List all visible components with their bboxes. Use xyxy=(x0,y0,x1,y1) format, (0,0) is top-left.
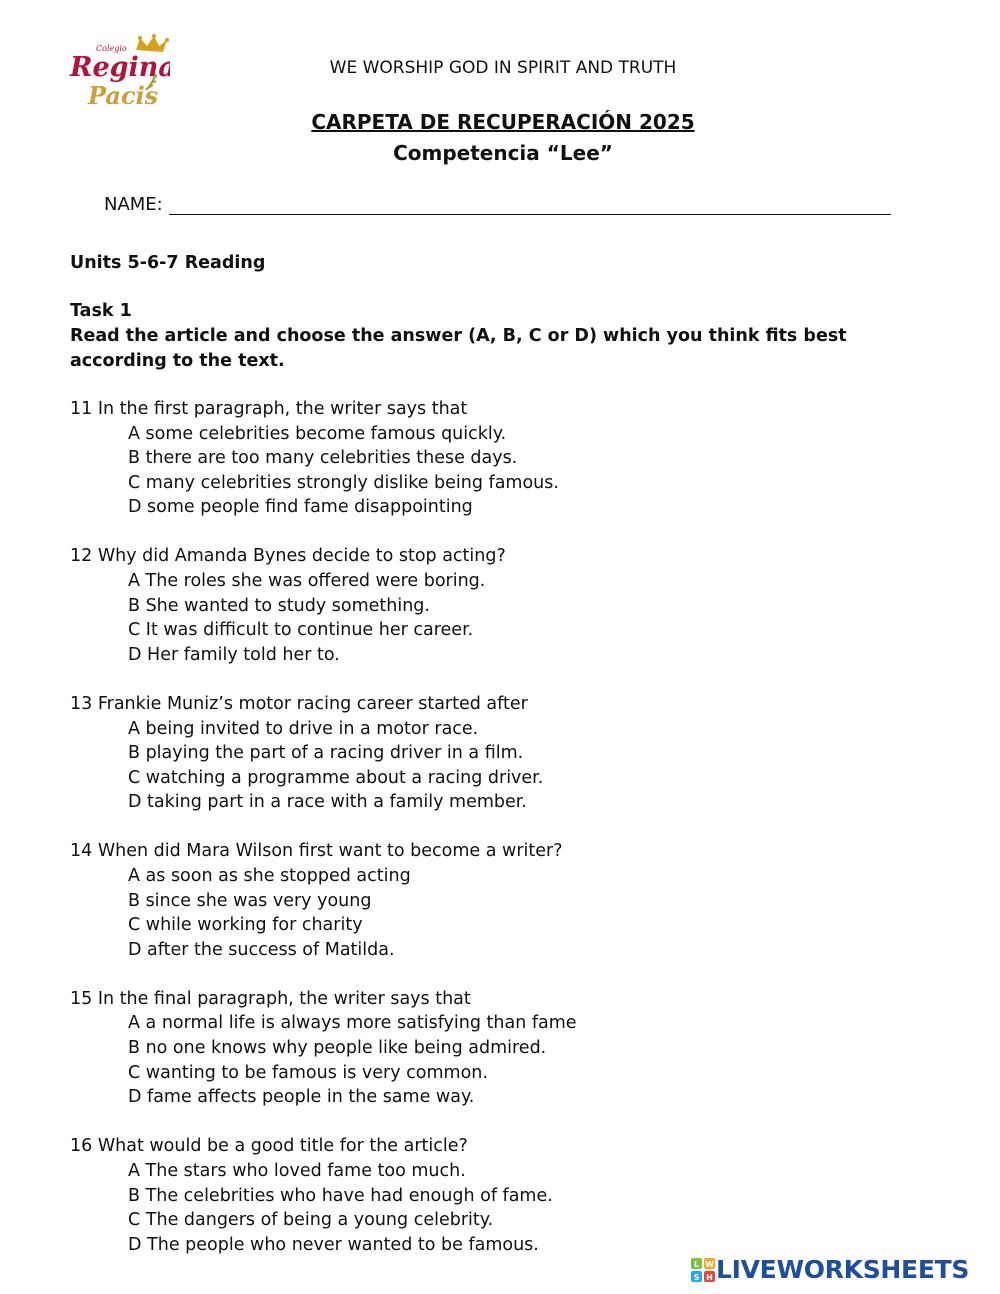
option-b: B The celebrities who have had enough of fame. xyxy=(128,1185,553,1206)
task-title: Task 1 xyxy=(70,301,132,321)
liveworksheets-wordmark: LIVEWORKSHEETS xyxy=(716,1255,970,1284)
badge-letter-w: W xyxy=(705,1259,714,1269)
question-12 xyxy=(70,544,950,667)
name-label: NAME: xyxy=(104,194,163,215)
option-b: B since she was very young xyxy=(128,890,372,911)
document-title-text: CARPETA DE RECUPERACIÓN 2025 xyxy=(311,110,695,134)
option-d: D some people find fame disappointing xyxy=(128,497,473,518)
question-stem: 16 What would be a good title for the article? xyxy=(70,1136,468,1157)
option-a: A some celebrities become famous quickly. xyxy=(128,423,507,444)
option-a: A The roles she was offered were boring. xyxy=(128,571,486,592)
logo-line1: Regina xyxy=(70,52,170,83)
units-heading: Units 5-6-7 Reading xyxy=(70,253,266,273)
option-c: C The dangers of being a young celebrity. xyxy=(128,1210,494,1231)
question-list xyxy=(70,397,950,1282)
option-d: D after the success of Matilda. xyxy=(128,939,395,960)
badge-letter-s: S xyxy=(693,1272,700,1282)
question-stem: 14 When did Mara Wilson first want to become a writer? xyxy=(70,841,563,862)
option-d: D Her family told her to. xyxy=(128,644,340,665)
task-block xyxy=(70,299,930,374)
option-c: C watching a programme about a racing driver. xyxy=(128,767,544,788)
option-d: D The people who never wanted to be famous. xyxy=(128,1234,539,1255)
question-14 xyxy=(70,839,950,962)
option-c: C It was difficult to continue her career. xyxy=(128,620,474,641)
badge-letter-h: H xyxy=(706,1272,713,1282)
task-instruction: Read the article and choose the answer (A, B, C or D) which you think fits best according to the text. xyxy=(70,326,847,371)
question-stem: 11 In the first paragraph, the writer says that xyxy=(70,399,468,419)
name-field xyxy=(104,194,891,215)
question-13 xyxy=(70,692,950,815)
option-a: A as soon as she stopped acting xyxy=(128,866,411,886)
option-d: D taking part in a race with a family member. xyxy=(128,792,527,813)
option-a: A a normal life is always more satisfying than fame xyxy=(128,1013,577,1034)
option-b: B playing the part of a racing driver in a film. xyxy=(128,743,524,764)
question-stem: 12 Why did Amanda Bynes decide to stop acting? xyxy=(70,546,506,567)
logo-small-text: Colegio xyxy=(96,44,127,53)
logo-line2: Pacis xyxy=(88,81,159,110)
name-blank-line[interactable] xyxy=(169,196,891,215)
option-c: C many celebrities strongly dislike being famous. xyxy=(128,472,559,493)
question-stem: 15 In the final paragraph, the writer says that xyxy=(70,988,471,1009)
option-b: B there are too many celebrities these days. xyxy=(128,448,518,469)
liveworksheets-brand[interactable] xyxy=(690,1255,969,1284)
option-b: B no one knows why people like being admired. xyxy=(128,1038,547,1059)
document-subtitle: Competencia “Lee” xyxy=(393,141,613,165)
question-stem: 13 Frankie Muniz’s motor racing career started after xyxy=(70,693,528,714)
question-11 xyxy=(70,397,950,520)
option-b: B She wanted to study something. xyxy=(128,595,430,616)
badge-letter-l: L xyxy=(693,1259,700,1269)
document-title xyxy=(0,110,1000,134)
option-a: A being invited to drive in a motor race. xyxy=(128,718,479,739)
question-15 xyxy=(70,987,950,1110)
option-c: C wanting to be famous is very common. xyxy=(128,1062,488,1083)
option-a: A The stars who loved fame too much. xyxy=(128,1160,466,1181)
question-16 xyxy=(70,1134,950,1257)
option-d: D fame affects people in the same way. xyxy=(128,1087,475,1108)
school-motto: WE WORSHIP GOD IN SPIRIT AND TRUTH xyxy=(329,58,677,78)
liveworksheets-badge-icon xyxy=(690,1257,716,1283)
option-c: C while working for charity xyxy=(128,915,363,936)
